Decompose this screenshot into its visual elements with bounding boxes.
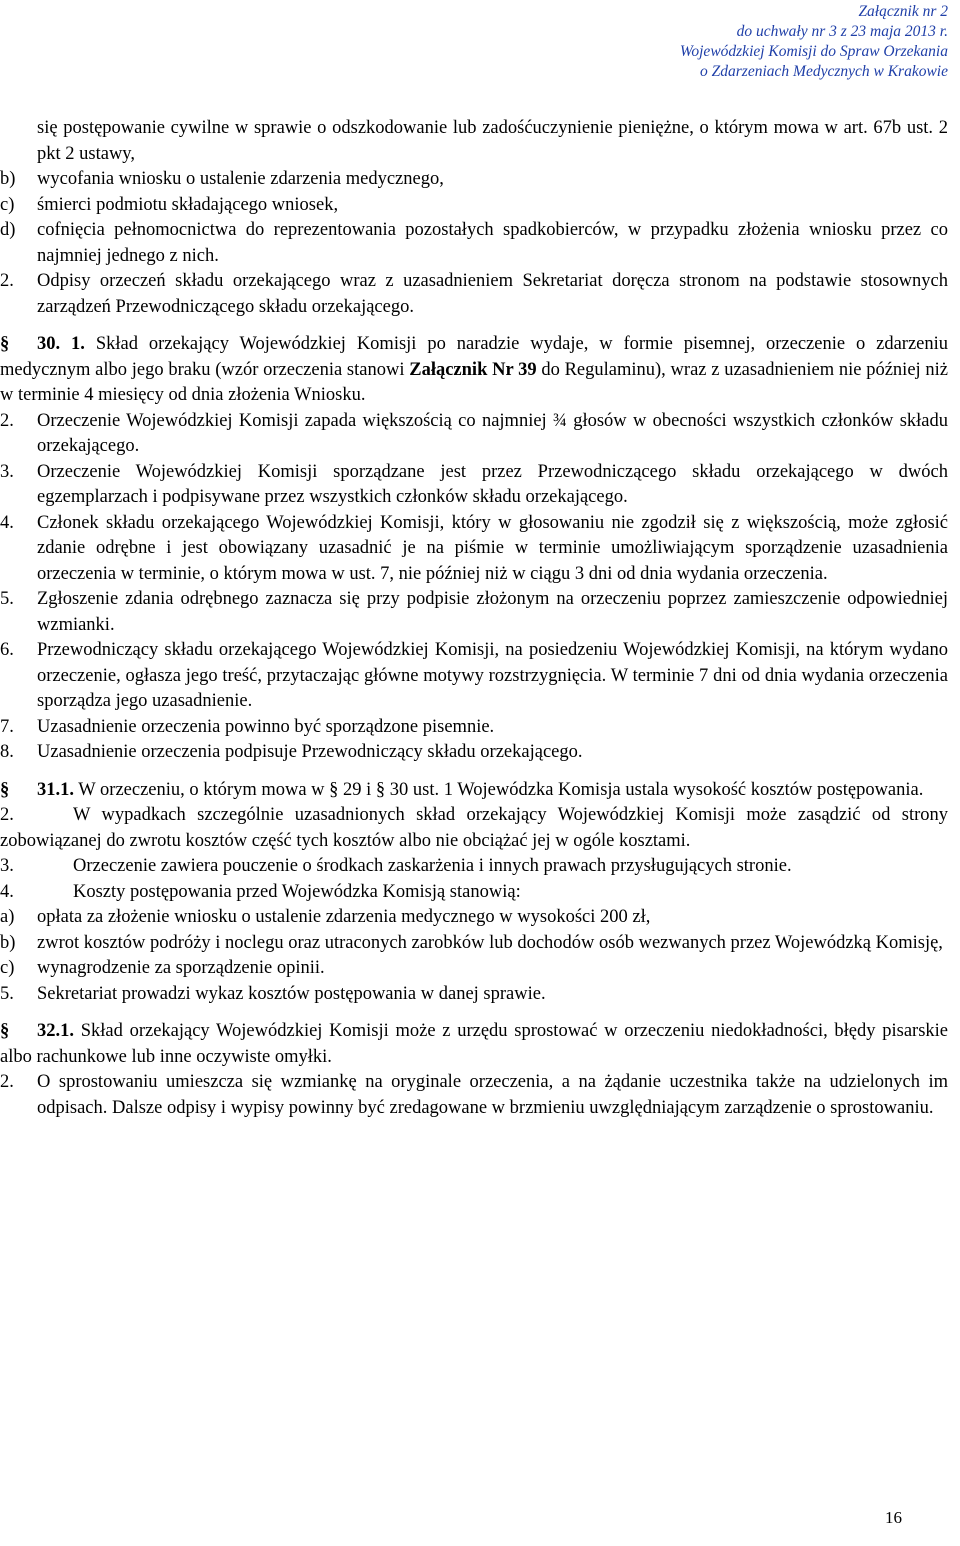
list-item-text: wynagrodzenie za sporządzenie opinii. <box>37 958 325 978</box>
list-item <box>0 956 948 982</box>
page-number: 16 <box>885 1508 902 1527</box>
header-line: Wojewódzkiej Komisji do Spraw Orzekania <box>679 43 948 60</box>
paragraph-text: do Regulaminu), wraz z uzasadnieniem nie później niż w terminie 4 miesięcy od dnia złożenia Wniosku. <box>0 359 949 405</box>
paragraph-text: Skład orzekający Wojewódzkiej Komisji po naradzie wydaje, w formie pisemnej, orzeczenie o zdarzeniu medycznym albo jego braku (wzór orzeczenia stanowi <box>0 334 949 380</box>
list-item-text: Sekretariat prowadzi wykaz kosztów postępowania w danej sprawie. <box>37 983 546 1004</box>
section-31-paragraph-4 <box>0 880 948 906</box>
section-31-paragraph-3 <box>0 854 948 880</box>
list-item-text: Uzasadnienie orzeczenia podpisuje Przewodniczący składu orzekającego. <box>37 742 583 762</box>
list-marker: 2. <box>0 271 14 291</box>
list-item-text: Orzeczenie Wojewódzkiej Komisji zapada większością co najmniej ¾ głosów w obecności wszystkich członków składu orzekającego. <box>37 410 948 456</box>
list-item <box>0 931 948 957</box>
list-item <box>0 409 948 460</box>
list-marker: b) <box>0 932 16 953</box>
section-number: 30. 1. <box>37 334 85 354</box>
list-item <box>0 167 948 193</box>
list-item-text: Orzeczenie Wojewódzkiej Komisji sporządzane jest przez Przewodniczącego składu orzekającego w dwóch egzemplarzach i podpisywane przez wszystkich członków składu orzekającego. <box>37 461 948 507</box>
list-marker: 4. <box>0 512 14 533</box>
list-marker: c) <box>0 194 15 215</box>
list-item-text: cofnięcia pełnomocnictwa do reprezentowania pozostałych spadkobierców, w przypadku złożenia wniosku przez co najmniej jednego z nich. <box>37 220 948 266</box>
list-marker: 2. <box>0 1072 14 1092</box>
list-item <box>0 1070 948 1121</box>
list-item-text: Członek składu orzekającego Wojewódzkiej Komisji, który w głosowaniu nie zgodził się z większością, może zgłosić zdanie odrębne i jest obowiązany uzasadnić je na piśmie w terminie umożliwiającym sporządzenie uzasadnienia orzeczenia w terminie, o którym mowa w ust. 7, nie później niż w ciągu 3 dni od dnia wydania orzeczenia. <box>37 512 948 584</box>
list-item-text: Odpisy orzeczeń składu orzekającego wraz z uzasadnieniem Sekretariat doręcza stronom na podstawie stosownych zarządzeń Przewodniczącego składu orzekającego. <box>37 271 948 317</box>
list-item-text: śmierci podmiotu składającego wniosek, <box>37 194 339 215</box>
paragraph-marker: 4. <box>0 881 14 902</box>
header-line: o Zdarzeniach Medycznych w Krakowie <box>700 63 948 80</box>
list-marker: 5. <box>0 589 14 609</box>
list-marker: 7. <box>0 716 14 737</box>
list-item-text: O sprostowaniu umieszcza się wzmiankę na oryginale orzeczenia, a na żądanie uczestnika także na udzielonych im odpisach. Dalsze odpisy i wypisy powinny być zredagowane w brzmieniu uwzględniającym zarządzenie o sprostowaniu. <box>37 1072 948 1118</box>
section-number: 31.1. <box>37 779 74 800</box>
list-marker: 8. <box>0 742 14 762</box>
attachment-reference: Załącznik Nr 39 <box>409 359 537 380</box>
paragraph-marker: 3. <box>0 856 14 876</box>
section-31-paragraph-2 <box>0 803 948 854</box>
section-sign: § <box>0 779 10 800</box>
paragraph-text: W orzeczeniu, o którym mowa w § 29 i § 30 ust. 1 Wojewódzka Komisja ustala wysokość kosztów postępowania. <box>78 779 924 800</box>
list-marker: a) <box>0 907 15 927</box>
list-item <box>0 740 948 766</box>
section-number: 32.1. <box>37 1021 74 1041</box>
list-marker: b) <box>0 169 16 189</box>
list-marker: 2. <box>0 410 14 431</box>
list-marker: 5. <box>0 983 14 1004</box>
list-item <box>0 638 948 715</box>
list-item-text: Przewodniczący składu orzekającego Wojewódzkiej Komisji, na posiedzeniu Wojewódzkiej Komisji, na którym wydano orzeczenie, ogłasza jego treść, przytaczając główne motywy rozstrzygnięcia. W terminie 7 dni od dnia wydania orzeczenia sporządza jego uzasadnienie. <box>37 640 948 711</box>
list-item <box>0 460 948 511</box>
list-item <box>0 269 948 320</box>
list-item <box>0 193 948 219</box>
list-item-text: zwrot kosztów podróży i noclegu oraz utraconych zarobków lub dochodów osób wezwanych przez Wojewódzką Komisję, <box>37 932 943 953</box>
list-item-text: Zgłoszenie zdania odrębnego zaznacza się przy podpisie złożonym na orzeczeniu poprzez zamieszczenie odpowiedniej wzmianki. <box>37 589 948 635</box>
document-header <box>680 2 948 82</box>
list-item-text: opłata za złożenie wniosku o ustalenie zdarzenia medycznego w wysokości 200 zł, <box>37 907 651 927</box>
list-marker: 6. <box>0 640 14 660</box>
list-item <box>0 218 948 269</box>
list-item <box>0 511 948 588</box>
section-32-paragraph-1 <box>0 1019 948 1070</box>
paragraph-text: Orzeczenie zawiera pouczenie o środkach zaskarżenia i innych prawach przysługujących stronie. <box>73 856 792 876</box>
list-item <box>0 715 948 741</box>
list-item-text: Uzasadnienie orzeczenia powinno być sporządzone pisemnie. <box>37 716 495 737</box>
section-30-paragraph-1 <box>0 332 948 409</box>
list-item <box>0 982 948 1008</box>
paragraph-text: W wypadkach szczególnie uzasadnionych skład orzekający Wojewódzkiej Komisji może zasądzić od strony zobowiązanej do zwrotu kosztów część tych kosztów albo nie obciążać jej w ogóle kosztami. <box>0 805 948 851</box>
continued-item-text: się postępowanie cywilne w sprawie o odszkodowanie lub zadośćuczynienie pieniężne, o którym mowa w art. 67b ust. 2 pkt 2 ustawy, <box>37 118 948 164</box>
section-sign: § <box>0 334 10 354</box>
paragraph-text: Skład orzekający Wojewódzkiej Komisji może z urzędu sprostować w orzeczeniu niedokładności, błędy pisarskie albo rachunkowe lub inne oczywiste omyłki. <box>0 1021 948 1067</box>
section-sign: § <box>0 1021 10 1041</box>
list-item <box>0 905 948 931</box>
section-31-paragraph-1 <box>0 778 948 804</box>
list-item <box>0 587 948 638</box>
paragraph-text: Koszty postępowania przed Wojewódzka Komisją stanowią: <box>73 881 521 902</box>
header-line: Załącznik nr 2 <box>858 3 948 20</box>
header-line: do uchwały nr 3 z 23 maja 2013 r. <box>736 23 948 40</box>
list-marker: d) <box>0 220 16 240</box>
list-marker: c) <box>0 958 15 978</box>
paragraph-marker: 2. <box>0 805 14 825</box>
document-body <box>0 116 948 1121</box>
list-marker: 3. <box>0 461 14 482</box>
list-item-text: wycofania wniosku o ustalenie zdarzenia medycznego, <box>37 169 444 189</box>
